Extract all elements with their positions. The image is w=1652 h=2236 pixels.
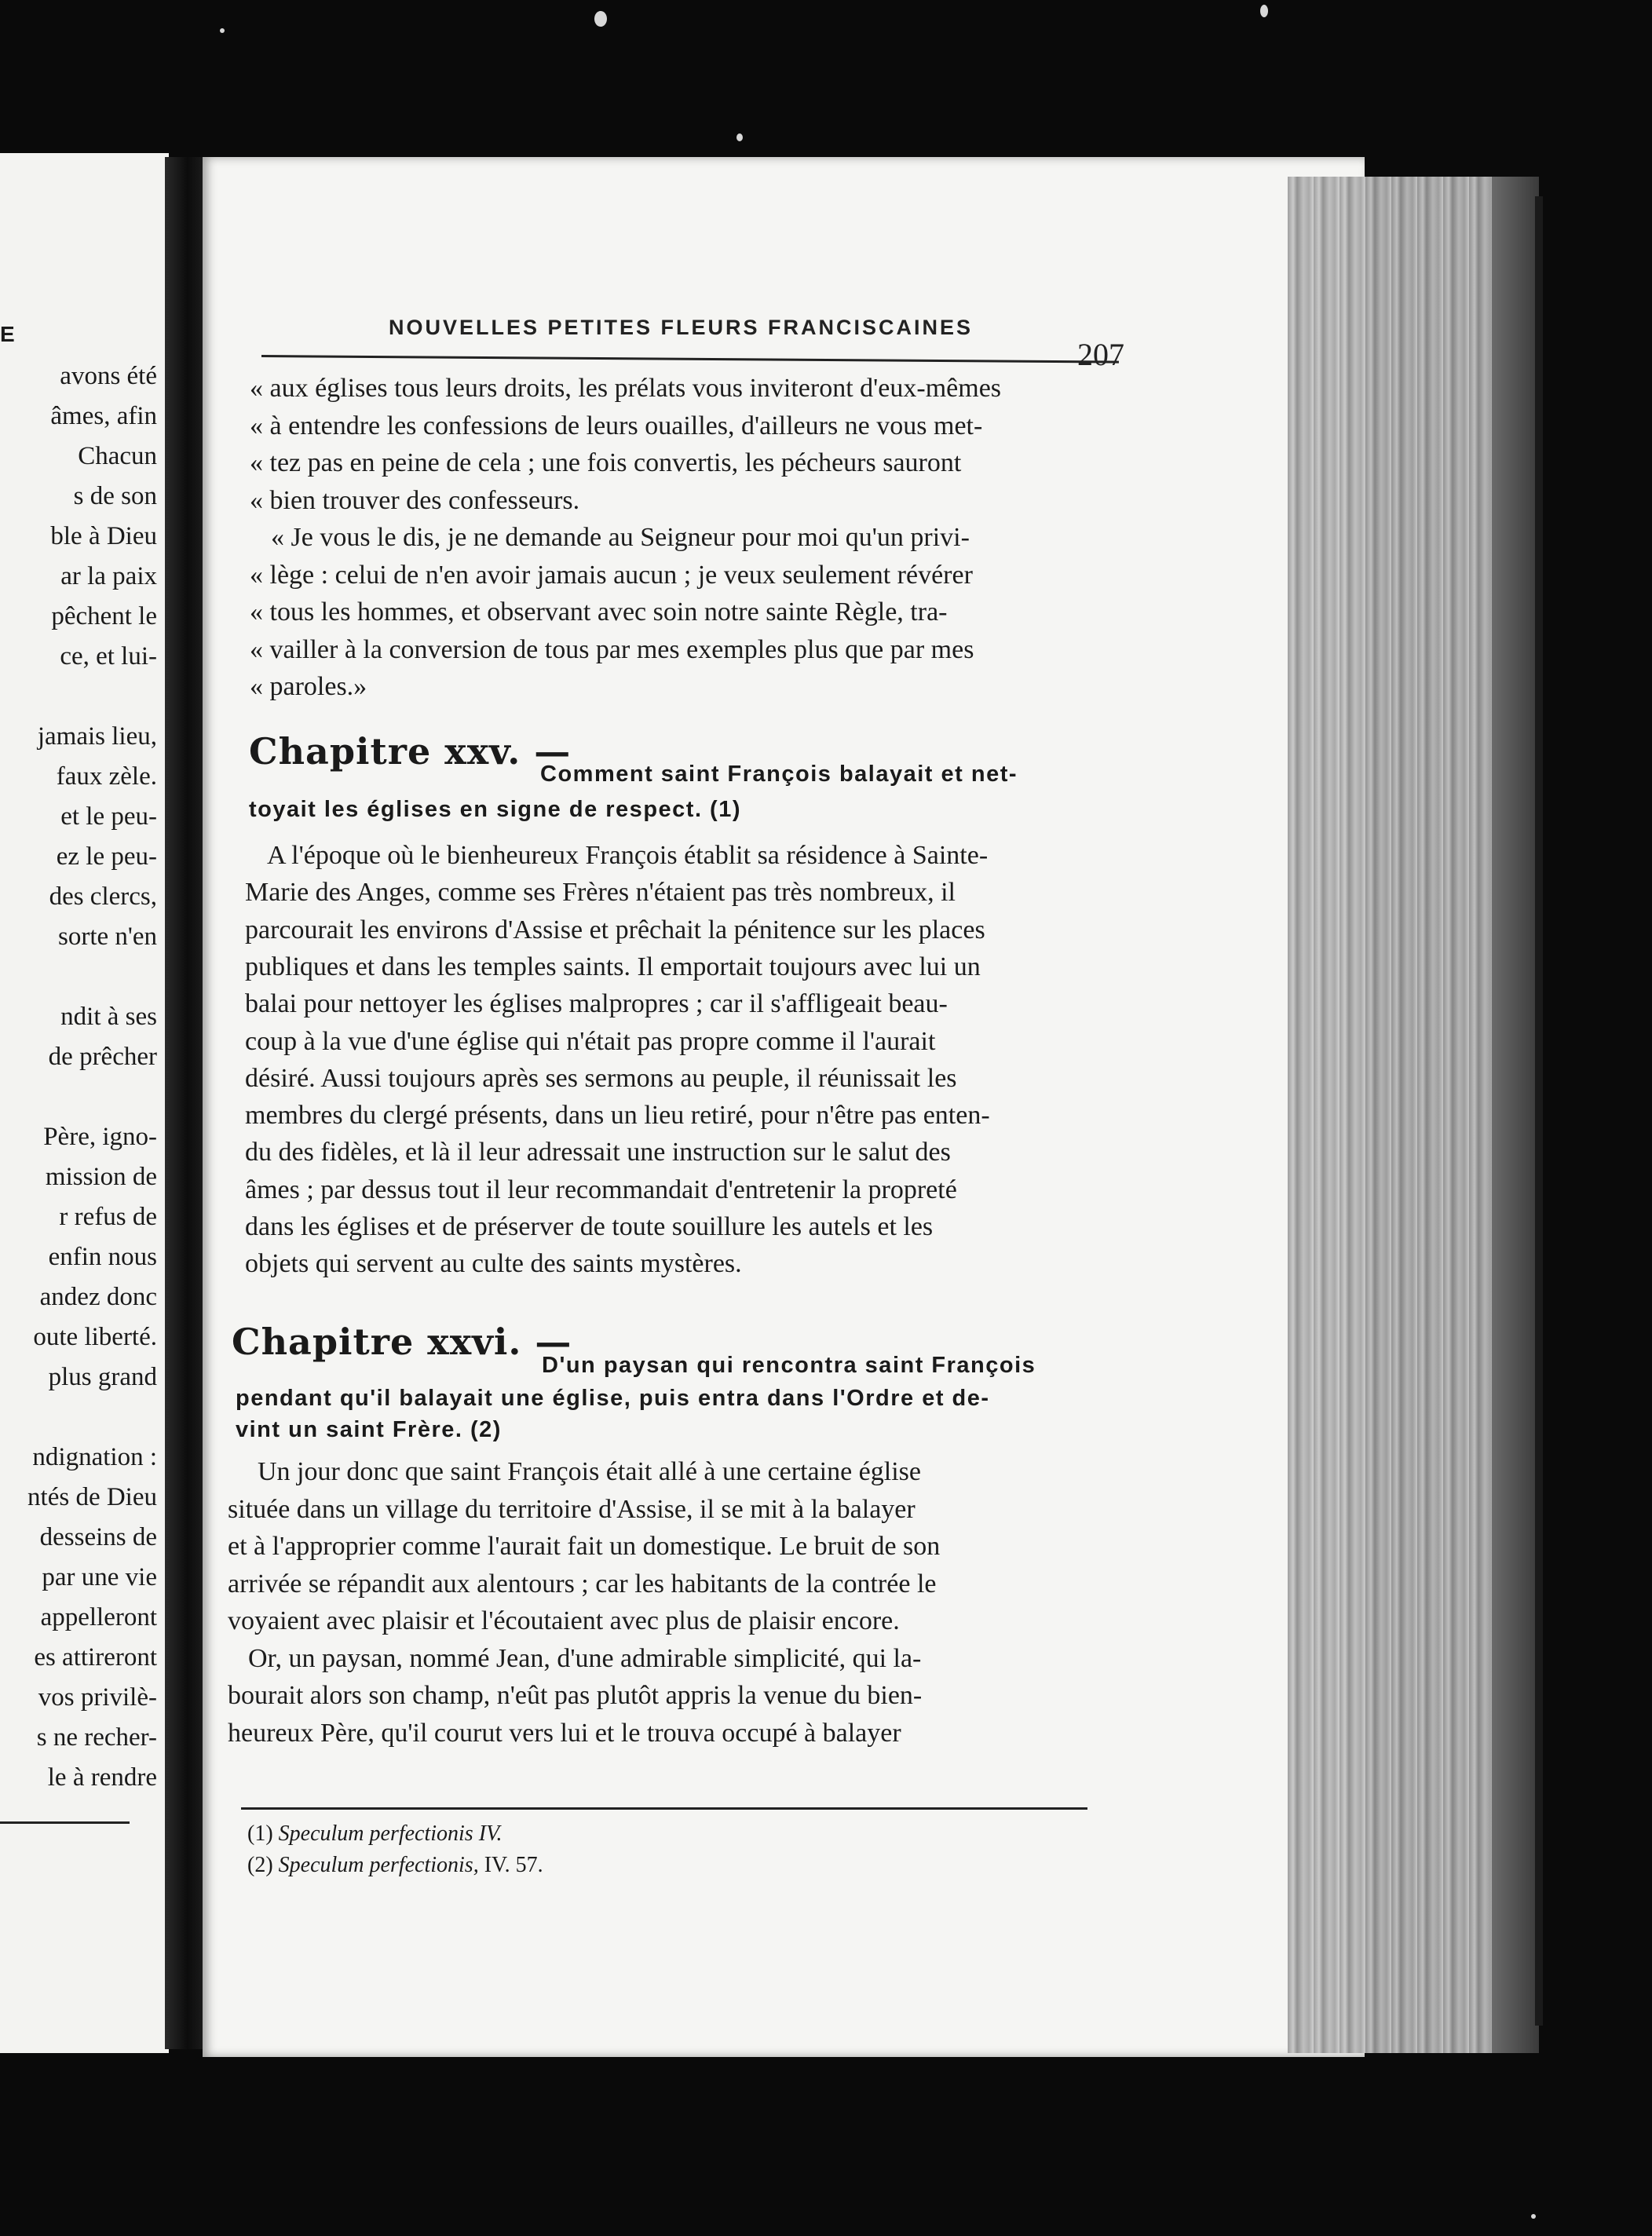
left-text-line: ble à Dieu [50,522,157,550]
text-line: A l'époque où le bienheureux François établit sa résidence à Sainte- [267,841,989,870]
left-text-line: r refus de [59,1203,157,1231]
left-text-line: andez donc [39,1283,157,1311]
left-text-line: avons été [60,362,157,390]
text-line: située dans un village du territoire d'Assise, il se mit à la balayer [228,1494,916,1524]
left-text-line: es attireront [34,1643,157,1672]
chapter-25-label: Chapitre xxv. [249,730,521,773]
left-text-line: ndit à ses [60,1003,157,1031]
footnote-2-suffix: IV. 57. [478,1853,543,1877]
left-text-line: oute liberté. [33,1323,157,1351]
chapter-25-dash: — [534,730,572,773]
text-line: Or, un paysan, nommé Jean, d'une admirable simplicité, qui la- [248,1643,922,1673]
left-text-line: plus grand [48,1363,157,1391]
chapter-26-subtitle-1: D'un paysan qui rencontra saint François [542,1353,1036,1378]
text-line: arrivée se répandit aux alentours ; car les habitants de la contrée le [228,1569,937,1598]
text-line: « tez pas en peine de cela ; une fois convertis, les pécheurs sauront [250,448,962,477]
scan-dust [1531,2214,1536,2219]
text-line: et à l'approprier comme l'aurait fait un domestique. Le bruit de son [228,1532,941,1561]
chapter-26-title [232,1321,572,1363]
chapter-26-subtitle-2: pendant qu'il balayait une église, puis entra dans l'Ordre et de- [236,1386,990,1411]
left-text-line: pêchent le [51,602,157,630]
text-line: « tous les hommes, et observant avec soin notre sainte Règle, tra- [250,597,948,627]
text-line: désiré. Aussi toujours après ses sermons au peuple, il réunissait les [245,1063,957,1093]
text-line: Un jour donc que saint François était allé à une certaine église [258,1457,921,1486]
left-text-line: s de son [73,482,157,510]
text-line: « à entendre les confessions de leurs ouailles, d'ailleurs ne vous met- [250,411,983,440]
chapter-26-dash: — [535,1321,572,1363]
left-text-line: Chacun [78,442,157,470]
page-number: 207 [1077,337,1124,372]
left-text-line: Père, igno- [43,1123,157,1151]
page-edges-shadow [1492,177,1539,2053]
text-line: « aux églises tous leurs droits, les prélats vous inviteront d'eux-mêmes [250,374,1002,403]
scan-dust [594,11,607,27]
left-text-line: ndignation : [32,1443,157,1471]
text-line: « vailler à la conversion de tous par mes exemples plus que par mes [250,634,974,664]
book-gutter [165,157,203,2049]
footnote-2-marker: (2) [247,1853,273,1877]
footnote-rule [241,1807,1087,1810]
text-line: objets qui servent au culte des saints mystères. [245,1249,742,1279]
chapter-26-subtitle-3: vint un saint Frère. (2) [236,1417,502,1442]
left-text-line: par une vie [42,1563,157,1591]
left-text-line: ar la paix [60,562,157,590]
left-text-line: le à rendre [47,1763,157,1792]
left-text-line: sorte n'en [58,923,157,951]
left-footnote-rule [0,1821,130,1824]
left-text-line: vos privilè- [38,1683,157,1712]
text-line: balai pour nettoyer les églises malpropres ; car il s'affligeait beau- [245,989,948,1019]
left-text-line: ce, et lui- [60,642,157,670]
text-line: parcourait les environs d'Assise et prêchait la pénitence sur les places [245,915,985,944]
left-text-line: desseins de [39,1523,157,1551]
chapter-25-title [249,730,571,773]
text-line: « paroles.» [250,672,367,701]
footnote-2 [247,1853,543,1878]
text-line: « Je vous le dis, je ne demande au Seigneur pour moi qu'un privi- [271,523,970,552]
text-line: publiques et dans les temples saints. Il emportait toujours avec lui un [245,952,981,981]
left-text-line: jamais lieu, [37,722,157,751]
left-text-line: appelleront [40,1603,157,1631]
left-text-line: et le peu- [60,802,157,831]
text-line: « bien trouver des confesseurs. [250,485,580,515]
text-line: voyaient avec plaisir et l'écoutaient avec plus de plaisir encore. [228,1606,900,1635]
text-line: bourait alors son champ, n'eût pas plutôt appris la venue du bien- [228,1681,923,1710]
left-text-line: faux zèle. [56,762,157,791]
footnote-2-text: Speculum perfectionis, [278,1853,479,1877]
scan-dust [220,28,225,33]
text-line: dans les églises et de préserver de toute souillure les autels et les [245,1212,934,1241]
text-line: Marie des Anges, comme ses Frères n'étaient pas très nombreux, il [245,878,956,908]
footnote-1-marker: (1) [247,1821,273,1846]
chapter-25-subtitle-2: toyait les églises en signe de respect. (1) [249,797,741,822]
running-head: NOUVELLES PETITES FLEURS FRANCISCAINES [389,316,974,339]
left-text-line: des clercs, [49,882,157,911]
left-running-head: E [0,322,15,346]
chapter-26-label: Chapitre xxvi. [232,1321,522,1363]
left-text-line: âmes, afin [50,402,157,430]
text-line: du des fidèles, et là il leur adressait une instruction sur le salut des [245,1138,951,1167]
footnote-1-text: Speculum perfectionis IV. [278,1821,503,1846]
left-text-line: mission de [45,1163,157,1191]
text-line: heureux Père, qu'il courut vers lui et le trouva occupé à balayer [228,1718,901,1748]
footnote-1 [247,1821,503,1847]
book-cover [1535,196,1543,2026]
text-line: membres du clergé présents, dans un lieu retiré, pour n'être pas enten- [245,1101,990,1131]
chapter-25-subtitle-1: Comment saint François balayait et net- [540,762,1018,787]
left-text-line: de prêcher [48,1043,157,1071]
left-text-line: enfin nous [48,1243,157,1271]
left-text-line: ez le peu- [56,842,157,871]
left-text-line: s ne recher- [36,1723,157,1752]
text-line: « lège : celui de n'en avoir jamais aucun ; je veux seulement révérer [250,560,973,590]
scan-dust [736,133,743,141]
scan-dust [1260,5,1268,17]
text-line: coup à la vue d'une église qui n'était pas propre comme il l'aurait [245,1026,936,1056]
left-text-line: ntés de Dieu [27,1483,157,1511]
text-line: âmes ; par dessus tout il leur recommandait d'entretenir la propreté [245,1175,957,1204]
